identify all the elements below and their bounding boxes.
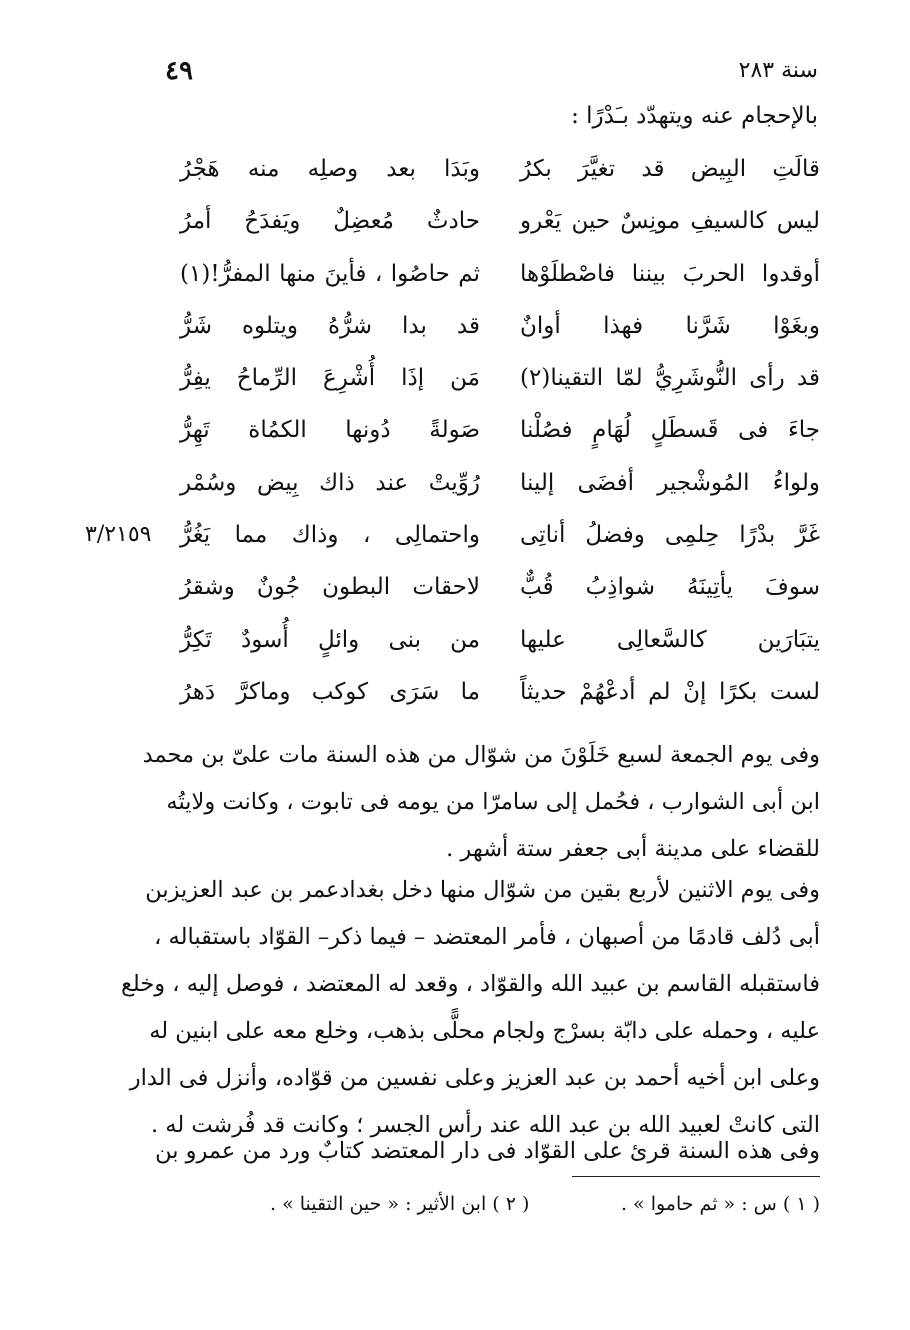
margin-reference: ٣/٢١٥٩ [85, 522, 152, 547]
verse-second-hemistich: رُوِّيتْ عند ذاك بِيض وسُمْر [180, 469, 480, 496]
paragraph [120, 867, 820, 1149]
verse [180, 566, 820, 618]
verse [180, 305, 820, 357]
verse [180, 409, 820, 461]
paragraph-line: عليه ، وحمله على دابّة بسرْج ولجام محلًّى بذهب، وخلع معه على ابنين له [149, 1018, 820, 1044]
verse-second-hemistich: حادثٌ مُعضِلٌ ويَفدَحُ أمرُ [180, 208, 480, 235]
verse [180, 200, 820, 252]
poem [180, 148, 820, 723]
verse [180, 148, 820, 200]
page-number: ٤٩ [165, 56, 193, 86]
verse [180, 619, 820, 671]
paragraph-line: وفى هذه السنة قرئ على القوّاد فى دار المعتضد كتابٌ ورد من عمرو بن [155, 1138, 820, 1164]
running-header-year: سنة ٢٨٣ [738, 58, 818, 83]
verse [180, 357, 820, 409]
verse-second-hemistich: وبَدَا بعد وصلِه منه هَجْرُ [180, 156, 480, 182]
verse-first-hemistich: وبغَوْا شَرَّنا فهذا أوانٌ [520, 312, 820, 339]
verse-second-hemistich: لاحقات البطون جُونٌ وشقرُ [180, 574, 480, 601]
verse-second-hemistich: صَولةً دُونها الكمُاة تَهِرُّ [180, 417, 480, 444]
paragraph-line: للقضاء على مدينة أبى جعفر ستة أشهر . [446, 836, 820, 862]
paragraph [155, 1128, 820, 1175]
verse-second-hemistich: ما سَرَى كوكب وماكرَّ دَهرُ [180, 678, 480, 705]
footnote-2: ( ٢ ) ابن الأثير : « حين التقينا » . [270, 1193, 530, 1215]
verse-second-hemistich: ثم حاصُوا ، فأينَ منها المفرُّ!(١) [180, 260, 480, 287]
verse-second-hemistich: من بنى وائلٍ أُسودٌ تَكِرُّ [180, 626, 480, 653]
verse-first-hemistich: ليس كالسيفِ مونِسٌ حين يَعْرو [520, 208, 820, 235]
verse-first-hemistich: جاءَ فى قَسطَلٍ لُهَامٍ فصُلْنا [520, 417, 820, 444]
paragraph-line: فاستقبله القاسم بن عبيد الله والقوّاد ، وقعد له المعتضد ، فوصل إليه ، وخلع [120, 971, 820, 997]
verse-first-hemistich: قالَتِ البِيض قد تغيَّرَ بكرُ [520, 156, 820, 182]
verse-second-hemistich: مَن إذَا أُشْرِعَ الرِّماحُ يفِرُّ [180, 365, 480, 392]
intro-line: بالإحجام عنه ويتهدّد بـَدْرًا : [571, 103, 818, 129]
footnote-divider [572, 1176, 820, 1177]
verse-first-hemistich: ولواءُ المُوشْجير أفضَى إلينا [520, 469, 820, 496]
paragraph-line: وعلى ابن أخيه أحمد بن عبد العزيز وعلى نفسين من قوّاده، وأنزل فى الدار [129, 1065, 820, 1091]
verse-first-hemistich: غَرَّ بدْرًا حِلمِى وفضلُ أناتِى [520, 522, 820, 549]
verse-second-hemistich: قد بدا شرُّهُ ويتلوه شَرُّ [180, 312, 480, 339]
verse-first-hemistich: قد رأى النُّوشَرِيُّ لمّا التقينا(٢) [520, 365, 820, 392]
paragraph [142, 732, 820, 873]
paragraph-line: وفى يوم الجمعة لسبع خَلَوْنَ من شوّال من هذه السنة مات علىّ بن محمد [142, 742, 820, 768]
paragraph-line: أبى دُلف قادمًا من أصبهان ، فأمر المعتضد – فيما ذكر– القوّاد باستقباله ، [154, 924, 820, 950]
verse-first-hemistich: سوفَ يأتِينَهُ شواذِبُ قُبٌّ [520, 574, 820, 601]
verse [180, 514, 820, 566]
footnote-1: ( ١ ) س : « ثم حاموا » . [620, 1193, 820, 1215]
verse-first-hemistich: يتبَارَين كالسَّعالِى عليها [520, 626, 820, 653]
paragraph-line: التى كانتْ لعبيد الله بن عبد الله عند رأس الجسر ؛ وكانت قد فُرشت له . [150, 1112, 820, 1138]
verse-first-hemistich: أوقدوا الحربَ بيننا فاصْطلَوْها [520, 260, 820, 287]
paragraph-line: ابن أبى الشوارب ، فحُمل إلى سامرّا من يومه فى تابوت ، وكانت ولايتُه [166, 789, 820, 815]
verse-first-hemistich: لست بكرًا إنْ لم أدعْهُمْ حديثاً [520, 678, 820, 705]
paragraph-line: وفى يوم الاثنين لأربع بقين من شوّال منها دخل بغدادعمر بن عبد العزيزبن [145, 877, 820, 903]
verse [180, 253, 820, 305]
verse [180, 671, 820, 723]
verse [180, 462, 820, 514]
verse-second-hemistich: واحتمالِى ، وذاك مما يَغُرُّ [180, 522, 480, 549]
